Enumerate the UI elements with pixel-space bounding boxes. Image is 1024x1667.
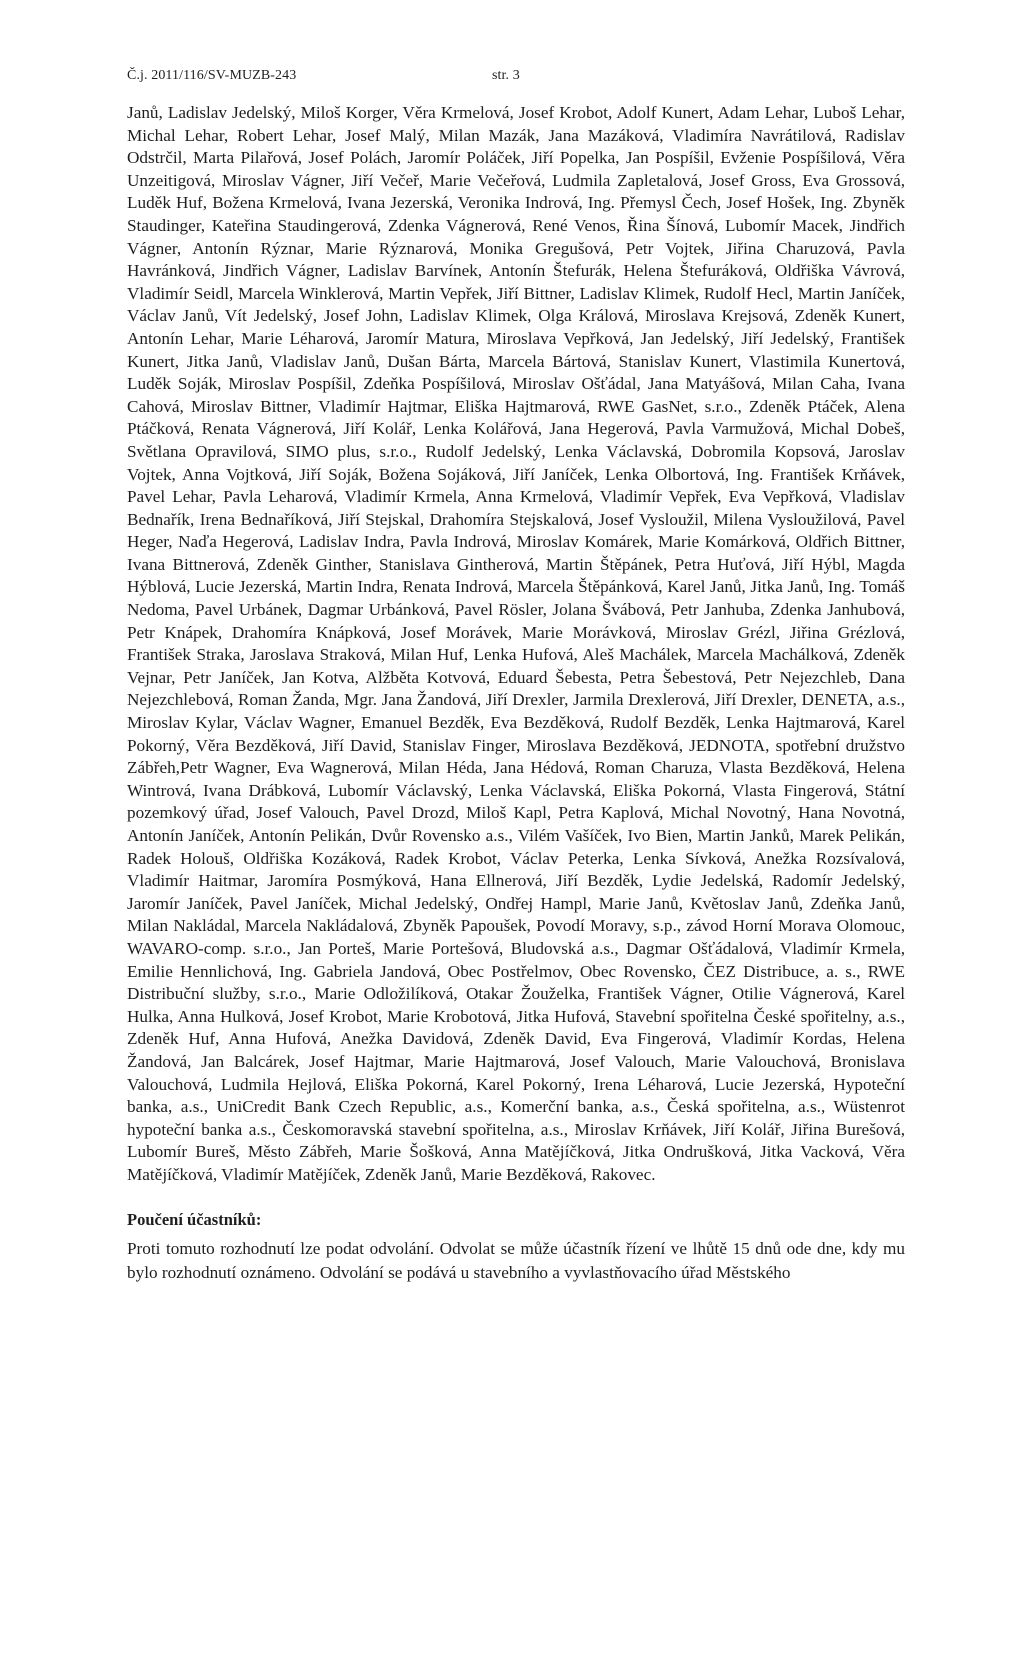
instruction-text: Proti tomuto rozhodnutí lze podat odvolání. Odvolat se může účastník řízení ve lhůtě 15 dnů ode dne, kdy mu bylo rozhodnutí oznámeno. Odvolání se podává u stavebního a vyvlastňovacího úřad Městského [127,1239,905,1282]
page-number: str. 3 [492,68,520,83]
participants-list: Janů, Ladislav Jedelský, Miloš Korger, Věra Krmelová, Josef Krobot, Adolf Kunert, Adam Lehar, Luboš Lehar, Michal Lehar, Robert Lehar, Josef Malý, Milan Mazák, Jana Mazáková, Vladimíra Navrátilová, Radislav Odstrčil, Marta Pilařová, Josef Polách, Jaromír Poláček, Jiří Popelka, Jan Pospíšil, Evženie Pospíšilová, Věra Unzeitigová, Miroslav Vágner, Jiří Večeř, Marie Večeřová, Ludmila Zapletalová, Josef Gross, Eva Grossová, Luděk Huf, Božena Krmelová, Ivana Jezerská, Veronika Indrová, Ing. Přemysl Čech, Josef Hošek, Ing. Zbyněk Staudinger, Kateřina Staudingerová, Zdenka Vágnerová, René Venos, Řina Šínová, Lubomír Macek, Jindřich Vágner, Antonín Rýznar, Marie Rýznarová, Monika Gregušová, Petr Vojtek, Jiřina Charuzová, Pavla Havránková, Jindřich Vágner, Ladislav Barvínek, Antonín Štefurák, Helena Štefuráková, Oldřiška Vávrová, Vladimír Seidl, Marcela Winklerová, Martin Vepřek, Jiří Bittner, Ladislav Klimek, Rudolf Hecl, Martin Janíček, Václav Janů, Vít Jedelský, Josef John, Ladislav Klimek, Olga Králová, Miroslava Krejsová, Zdeněk Kunert, Antonín Lehar, Marie Léharová, Jaromír Matura, Miroslava Vepřková, Jan Jedelský, Jiří Jedelský, František Kunert, Jitka Janů, Vladislav Janů, Dušan Bárta, Marcela Bártová, Stanislav Kunert, Vlastimila Kunertová, Luděk Soják, Miroslav Pospíšil, Zdeňka Pospíšilová, Miroslav Ošťádal, Jana Matyášová, Milan Caha, Ivana Cahová, Miroslav Bittner, Vladimír Hajtmar, Eliška Hajtmarová, RWE GasNet, s.r.o., Zdeněk Ptáček, Alena Ptáčková, Renata Vágnerová, Jiří Kolář, Lenka Kolářová, Jana Hegerová, Pavla Varmužová, Michal Dobeš, Světlana Opravilová, SIMO plus, s.r.o., Rudolf Jedelský, Lenka Václavská, Dobromila Kopsová, Jaroslav Vojtek, Anna Vojtková, Jiří Soják, Božena Sojáková, Jiří Janíček, Lenka Olbortová, Ing. František Krňávek, Pavel Lehar, Pavla Leharová, Vladimír Krmela, Anna Krmelová, Vladimír Vepřek, Eva Vepřková, Vladislav Bednařík, Irena Bednaříková, Jiří Stejskal, Drahomíra Stejskalová, Josef Vysloužil, Milena Vysloužilová, Pavel Heger, Naďa Hegerová, Ladislav Indra, Pavla Indrová, Miroslav Komárek, Marie Komárková, Oldřich Bittner, Ivana Bittnerová, Zdeněk Ginther, Stanislava Gintherová, Martin Štěpánek, Petra Huťová, Jiří Hýbl, Magda Hýblová, Lucie Jezerská, Martin Indra, Renata Indrová, Marcela Štěpánková, Karel Janů, Jitka Janů, Ing. Tomáš Nedoma, Pavel Urbánek, Dagmar Urbánková, Pavel Rösler, Jolana Švábová, Petr Janhuba, Zdenka Janhubová, Petr Knápek, Drahomíra Knápková, Josef Morávek, Marie Morávková, Miroslav Grézl, Jiřina Grézlová, František Straka, Jaroslava Straková, Milan Huf, Lenka Hufová, Aleš Machálek, Marcela Machálková, Zdeněk Vejnar, Petr Janíček, Jan Kotva, Alžběta Kotvová, Eduard Šebesta, Petra Šebestová, Petr Nejezchleb, Dana Nejezchlebová, Roman Žanda, Mgr. Jana Žandová, Jiří Drexler, Jarmila Drexlerová, Jiří Drexler, DENETA, a.s., Miroslav Kylar, Václav Wagner, Emanuel Bezděk, Eva Bezděková, Rudolf Bezděk, Lenka Hajtmarová, Karel Pokorný, Věra Bezděková, Jiří David, Stanislav Finger, Miroslava Bezděková, JEDNOTA, spotřební družstvo Zábřeh,Petr Wagner, Eva Wagnerová, Milan Héda, Jana Hédová, Roman Charuza, Vlasta Bezděková, Helena Wintrová, Ivana Drábková, Lubomír Václavský, Lenka Václavská, Eliška Pokorná, Vlasta Fingerová, Státní pozemkový úřad, Josef Valouch, Pavel Drozd, Miloš Kapl, Petra Kaplová, Michal Novotný, Hana Novotná, Antonín Janíček, Antonín Pelikán, Dvůr Rovensko a.s., Vilém Vašíček, Ivo Bien, Martin Janků, Marek Pelikán, Radek Holouš, Oldřiška Kozáková, Radek Krobot, Václav Peterka, Lenka Sívková, Anežka Rozsívalová, Vladimír Haitmar, Jaromíra Posmýková, Hana Ellnerová, Jiří Bezděk, Lydie Jedelská, Radomír Jedelský, Jaromír Janíček, Pavel Janíček, Michal Jedelský, Ondřej Hampl, Marie Janů, Květoslav Janů, Zdeňka Janů, Milan Nakládal, Marcela Nakládalová, Zbyněk Papoušek, Povodí Moravy, s.p., závod Horní Morava Olomouc, WAVARO-comp. s.r.o., Jan Porteš, Marie Portešová, Bludovská a.s., Dagmar Ošťádalová, Vladimír Krmela, Emilie Hennlichová, Ing. Gabriela Jandová, Obec Postřelmov, Obec Rovensko, ČEZ Distribuce, a. s., RWE Distribuční služby, s.r.o., Marie Odložilíková, Otakar Žouželka, František Vágner, Otilie Vágnerová, Karel Hulka, Anna Hulková, Josef Krobot, Marie Krobotová, Jitka Hufová, Stavební spořitelna České spořitelny, a.s., Zdeněk Huf, Anna Hufová, Anežka Davidová, Zdeněk David, Eva Fingerová, Vladimír Kordas, Helena Žandová, Jan Balcárek, Josef Hajtmar, Marie Hajtmarová, Josef Valouch, Marie Valouchová, Bronislava Valouchová, Ludmila Hejlová, Eliška Pokorná, Karel Pokorný, Irena Léharová, Lucie Jezerská, Hypoteční banka, a.s., UniCredit Bank Czech Republic, a.s., Komerční banka, a.s., Česká spořitelna, a.s., Wüstenrot hypoteční banka a.s., Českomoravská stavební spořitelna, a.s., Miroslav Krňávek, Jiří Kolář, Jiřina Burešová, Lubomír Bureš, Město Zábřeh, Marie Šošková, Anna Matějíčková, Jitka Ondrušková, Jitka Vacková, Věra Matějíčková, Vladimír Matějíček, Zdeněk Janů, Marie Bezděková, Rakovec. [127,103,905,1184]
instruction-heading: Poučení účastníků: [127,1210,262,1229]
reference-number: Č.j. 2011/116/SV-MUZB-243 [127,68,297,83]
